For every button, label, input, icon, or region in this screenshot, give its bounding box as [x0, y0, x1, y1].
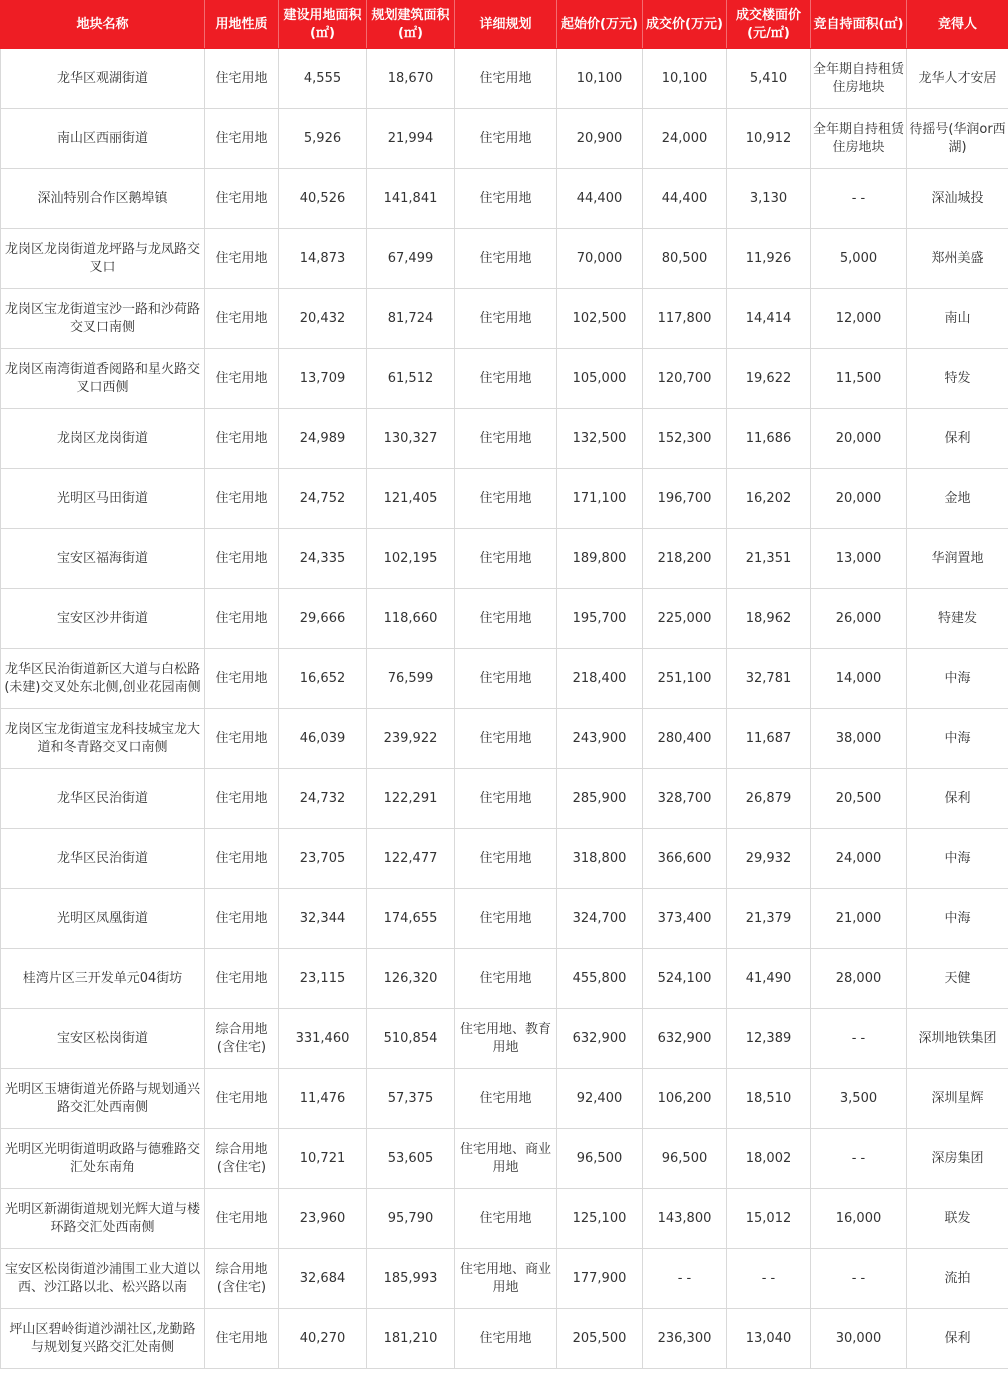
cell-land-use: 住宅用地 — [205, 169, 279, 229]
table-row — [1, 1069, 1008, 1129]
header-plot-name: 地块名称 — [1, 1, 205, 49]
cell-site-area: 24,335 — [279, 529, 367, 589]
cell-starting-price: 205,500 — [557, 1309, 643, 1369]
cell-self-held-area: 12,000 — [811, 289, 907, 349]
cell-winner: 龙华人才安居 — [907, 49, 1008, 109]
table-row — [1, 1309, 1008, 1369]
cell-plot-name: 龙华区观湖街道 — [1, 49, 205, 109]
table-row — [1, 1189, 1008, 1249]
cell-floor-price: 11,687 — [727, 709, 811, 769]
header-starting-price: 起始价(万元) — [557, 1, 643, 49]
cell-floor-price: 26,879 — [727, 769, 811, 829]
cell-site-area: 32,684 — [279, 1249, 367, 1309]
cell-starting-price: 44,400 — [557, 169, 643, 229]
cell-floor-price: 21,351 — [727, 529, 811, 589]
cell-floor-area: 57,375 — [367, 1069, 455, 1129]
table-row — [1, 709, 1008, 769]
cell-detailed-plan: 住宅用地 — [455, 289, 557, 349]
cell-land-use: 住宅用地 — [205, 1189, 279, 1249]
cell-transaction-price: 24,000 — [643, 109, 727, 169]
cell-transaction-price: 251,100 — [643, 649, 727, 709]
table-body — [1, 49, 1008, 1369]
cell-transaction-price: 152,300 — [643, 409, 727, 469]
cell-detailed-plan: 住宅用地 — [455, 109, 557, 169]
cell-floor-area: 181,210 — [367, 1309, 455, 1369]
cell-land-use: 住宅用地 — [205, 409, 279, 469]
cell-starting-price: 189,800 — [557, 529, 643, 589]
cell-floor-area: 122,291 — [367, 769, 455, 829]
cell-detailed-plan: 住宅用地 — [455, 1309, 557, 1369]
cell-floor-price: 3,130 — [727, 169, 811, 229]
cell-land-use: 综合用地(含住宅) — [205, 1249, 279, 1309]
cell-land-use: 住宅用地 — [205, 529, 279, 589]
header-floor-price: 成交楼面价(元/㎡) — [727, 1, 811, 49]
cell-transaction-price: 143,800 — [643, 1189, 727, 1249]
cell-floor-area: 118,660 — [367, 589, 455, 649]
cell-self-held-area: - - — [811, 1249, 907, 1309]
cell-detailed-plan: 住宅用地 — [455, 349, 557, 409]
cell-starting-price: 70,000 — [557, 229, 643, 289]
cell-transaction-price: 106,200 — [643, 1069, 727, 1129]
cell-floor-price: 19,622 — [727, 349, 811, 409]
cell-starting-price: 324,700 — [557, 889, 643, 949]
cell-starting-price: 195,700 — [557, 589, 643, 649]
cell-land-use: 住宅用地 — [205, 49, 279, 109]
cell-plot-name: 宝安区沙井街道 — [1, 589, 205, 649]
cell-winner: 待摇号(华润or西湖) — [907, 109, 1008, 169]
cell-starting-price: 171,100 — [557, 469, 643, 529]
cell-detailed-plan: 住宅用地 — [455, 709, 557, 769]
cell-detailed-plan: 住宅用地 — [455, 409, 557, 469]
cell-plot-name: 龙华区民治街道 — [1, 829, 205, 889]
cell-winner: 特发 — [907, 349, 1008, 409]
cell-starting-price: 243,900 — [557, 709, 643, 769]
cell-site-area: 24,732 — [279, 769, 367, 829]
cell-land-use: 住宅用地 — [205, 1069, 279, 1129]
cell-starting-price: 125,100 — [557, 1189, 643, 1249]
cell-plot-name: 龙华区民治街道新区大道与白松路(未建)交叉处东北侧,创业花园南侧 — [1, 649, 205, 709]
cell-detailed-plan: 住宅用地 — [455, 589, 557, 649]
cell-floor-price: 11,686 — [727, 409, 811, 469]
cell-transaction-price: 120,700 — [643, 349, 727, 409]
table-row — [1, 949, 1008, 1009]
cell-self-held-area: 3,500 — [811, 1069, 907, 1129]
cell-land-use: 住宅用地 — [205, 469, 279, 529]
cell-floor-area: 239,922 — [367, 709, 455, 769]
cell-floor-price: 16,202 — [727, 469, 811, 529]
cell-land-use: 住宅用地 — [205, 229, 279, 289]
cell-winner: 中海 — [907, 889, 1008, 949]
cell-plot-name: 光明区凤凰街道 — [1, 889, 205, 949]
cell-transaction-price: 10,100 — [643, 49, 727, 109]
cell-land-use: 住宅用地 — [205, 589, 279, 649]
cell-detailed-plan: 住宅用地 — [455, 229, 557, 289]
cell-self-held-area: 11,500 — [811, 349, 907, 409]
cell-starting-price: 218,400 — [557, 649, 643, 709]
header-floor-area: 规划建筑面积(㎡) — [367, 1, 455, 49]
cell-self-held-area: 20,000 — [811, 409, 907, 469]
cell-site-area: 29,666 — [279, 589, 367, 649]
cell-land-use: 住宅用地 — [205, 349, 279, 409]
cell-plot-name: 龙华区民治街道 — [1, 769, 205, 829]
cell-floor-price: 18,002 — [727, 1129, 811, 1189]
cell-floor-area: 121,405 — [367, 469, 455, 529]
cell-plot-name: 宝安区松岗街道 — [1, 1009, 205, 1069]
cell-floor-area: 130,327 — [367, 409, 455, 469]
table-row — [1, 409, 1008, 469]
cell-land-use: 住宅用地 — [205, 1309, 279, 1369]
cell-detailed-plan: 住宅用地、教育用地 — [455, 1009, 557, 1069]
cell-plot-name: 光明区玉塘街道光侨路与规划通兴路交汇处西南侧 — [1, 1069, 205, 1129]
cell-land-use: 综合用地(含住宅) — [205, 1129, 279, 1189]
cell-site-area: 4,555 — [279, 49, 367, 109]
cell-winner: 天健 — [907, 949, 1008, 1009]
cell-floor-area: 95,790 — [367, 1189, 455, 1249]
cell-floor-area: 53,605 — [367, 1129, 455, 1189]
cell-plot-name: 坪山区碧岭街道沙湖社区,龙勤路与规划复兴路交汇处南侧 — [1, 1309, 205, 1369]
cell-transaction-price: 225,000 — [643, 589, 727, 649]
cell-detailed-plan: 住宅用地 — [455, 889, 557, 949]
cell-starting-price: 102,500 — [557, 289, 643, 349]
cell-floor-price: 11,926 — [727, 229, 811, 289]
cell-winner: 深圳地铁集团 — [907, 1009, 1008, 1069]
cell-floor-area: 21,994 — [367, 109, 455, 169]
cell-site-area: 40,270 — [279, 1309, 367, 1369]
cell-land-use: 住宅用地 — [205, 109, 279, 169]
cell-transaction-price: 328,700 — [643, 769, 727, 829]
cell-transaction-price: 280,400 — [643, 709, 727, 769]
cell-starting-price: 177,900 — [557, 1249, 643, 1309]
cell-self-held-area: 24,000 — [811, 829, 907, 889]
cell-detailed-plan: 住宅用地 — [455, 949, 557, 1009]
cell-land-use: 综合用地(含住宅) — [205, 1009, 279, 1069]
cell-floor-area: 18,670 — [367, 49, 455, 109]
cell-site-area: 24,752 — [279, 469, 367, 529]
cell-starting-price: 10,100 — [557, 49, 643, 109]
cell-site-area: 20,432 — [279, 289, 367, 349]
cell-winner: 特建发 — [907, 589, 1008, 649]
header-transaction-price: 成交价(万元) — [643, 1, 727, 49]
cell-transaction-price: 44,400 — [643, 169, 727, 229]
cell-floor-area: 174,655 — [367, 889, 455, 949]
cell-transaction-price: 632,900 — [643, 1009, 727, 1069]
cell-winner: 深汕城投 — [907, 169, 1008, 229]
cell-winner: 中海 — [907, 709, 1008, 769]
cell-transaction-price: 236,300 — [643, 1309, 727, 1369]
cell-floor-price: 15,012 — [727, 1189, 811, 1249]
cell-winner: 保利 — [907, 1309, 1008, 1369]
cell-detailed-plan: 住宅用地、商业用地 — [455, 1129, 557, 1189]
cell-winner: 保利 — [907, 769, 1008, 829]
cell-plot-name: 宝安区松岗街道沙浦围工业大道以西、沙江路以北、松兴路以南 — [1, 1249, 205, 1309]
cell-land-use: 住宅用地 — [205, 649, 279, 709]
cell-self-held-area: 20,500 — [811, 769, 907, 829]
table-row — [1, 109, 1008, 169]
cell-floor-area: 185,993 — [367, 1249, 455, 1309]
cell-floor-area: 122,477 — [367, 829, 455, 889]
cell-floor-area: 141,841 — [367, 169, 455, 229]
cell-floor-price: 5,410 — [727, 49, 811, 109]
cell-site-area: 16,652 — [279, 649, 367, 709]
header-self-held-area: 竞自持面积(㎡) — [811, 1, 907, 49]
cell-site-area: 13,709 — [279, 349, 367, 409]
table-row — [1, 229, 1008, 289]
cell-self-held-area: - - — [811, 1009, 907, 1069]
cell-floor-price: 12,389 — [727, 1009, 811, 1069]
cell-plot-name: 深汕特别合作区鹅埠镇 — [1, 169, 205, 229]
cell-starting-price: 105,000 — [557, 349, 643, 409]
cell-transaction-price: 80,500 — [643, 229, 727, 289]
cell-detailed-plan: 住宅用地 — [455, 529, 557, 589]
header-winner: 竞得人 — [907, 1, 1008, 49]
cell-floor-area: 510,854 — [367, 1009, 455, 1069]
cell-transaction-price: 366,600 — [643, 829, 727, 889]
cell-floor-price: 10,912 — [727, 109, 811, 169]
cell-detailed-plan: 住宅用地 — [455, 1189, 557, 1249]
table-row — [1, 469, 1008, 529]
cell-self-held-area: 28,000 — [811, 949, 907, 1009]
cell-transaction-price: 96,500 — [643, 1129, 727, 1189]
cell-floor-price: 13,040 — [727, 1309, 811, 1369]
table-row — [1, 1009, 1008, 1069]
table-row — [1, 289, 1008, 349]
cell-detailed-plan: 住宅用地、商业用地 — [455, 1249, 557, 1309]
cell-winner: 流拍 — [907, 1249, 1008, 1309]
cell-starting-price: 455,800 — [557, 949, 643, 1009]
cell-winner: 联发 — [907, 1189, 1008, 1249]
cell-transaction-price: 196,700 — [643, 469, 727, 529]
cell-floor-area: 81,724 — [367, 289, 455, 349]
cell-detailed-plan: 住宅用地 — [455, 469, 557, 529]
table-header-row — [1, 1, 1008, 49]
table-row — [1, 589, 1008, 649]
cell-plot-name: 龙岗区宝龙街道宝沙一路和沙荷路交叉口南侧 — [1, 289, 205, 349]
cell-plot-name: 龙岗区南湾街道香阅路和星火路交叉口西侧 — [1, 349, 205, 409]
table-row — [1, 889, 1008, 949]
cell-floor-price: 18,962 — [727, 589, 811, 649]
cell-winner: 金地 — [907, 469, 1008, 529]
cell-self-held-area: 20,000 — [811, 469, 907, 529]
cell-plot-name: 光明区光明街道明政路与德雅路交汇处东南角 — [1, 1129, 205, 1189]
cell-self-held-area: 全年期自持租赁住房地块 — [811, 109, 907, 169]
table-row — [1, 1249, 1008, 1309]
cell-floor-price: 21,379 — [727, 889, 811, 949]
cell-site-area: 46,039 — [279, 709, 367, 769]
cell-transaction-price: - - — [643, 1249, 727, 1309]
cell-self-held-area: - - — [811, 1129, 907, 1189]
table-row — [1, 829, 1008, 889]
cell-site-area: 14,873 — [279, 229, 367, 289]
cell-floor-price: 41,490 — [727, 949, 811, 1009]
cell-floor-price: 29,932 — [727, 829, 811, 889]
cell-self-held-area: 13,000 — [811, 529, 907, 589]
cell-transaction-price: 117,800 — [643, 289, 727, 349]
cell-plot-name: 龙岗区宝龙街道宝龙科技城宝龙大道和冬青路交叉口南侧 — [1, 709, 205, 769]
cell-plot-name: 南山区西丽街道 — [1, 109, 205, 169]
table-row — [1, 349, 1008, 409]
cell-detailed-plan: 住宅用地 — [455, 769, 557, 829]
cell-site-area: 24,989 — [279, 409, 367, 469]
cell-site-area: 5,926 — [279, 109, 367, 169]
cell-starting-price: 632,900 — [557, 1009, 643, 1069]
cell-starting-price: 20,900 — [557, 109, 643, 169]
cell-site-area: 32,344 — [279, 889, 367, 949]
cell-land-use: 住宅用地 — [205, 709, 279, 769]
cell-detailed-plan: 住宅用地 — [455, 649, 557, 709]
cell-winner: 华润置地 — [907, 529, 1008, 589]
header-land-use: 用地性质 — [205, 1, 279, 49]
cell-floor-price: 32,781 — [727, 649, 811, 709]
cell-floor-area: 67,499 — [367, 229, 455, 289]
cell-site-area: 23,705 — [279, 829, 367, 889]
cell-site-area: 331,460 — [279, 1009, 367, 1069]
table-row — [1, 529, 1008, 589]
cell-self-held-area: 16,000 — [811, 1189, 907, 1249]
cell-winner: 中海 — [907, 649, 1008, 709]
cell-self-held-area: 14,000 — [811, 649, 907, 709]
cell-site-area: 40,526 — [279, 169, 367, 229]
cell-land-use: 住宅用地 — [205, 289, 279, 349]
table-row — [1, 49, 1008, 109]
cell-floor-price: 14,414 — [727, 289, 811, 349]
cell-transaction-price: 218,200 — [643, 529, 727, 589]
cell-detailed-plan: 住宅用地 — [455, 49, 557, 109]
cell-self-held-area: 21,000 — [811, 889, 907, 949]
cell-winner: 南山 — [907, 289, 1008, 349]
cell-plot-name: 光明区新湖街道规划光辉大道与楼环路交汇处西南侧 — [1, 1189, 205, 1249]
cell-starting-price: 132,500 — [557, 409, 643, 469]
cell-floor-area: 126,320 — [367, 949, 455, 1009]
cell-transaction-price: 524,100 — [643, 949, 727, 1009]
cell-starting-price: 285,900 — [557, 769, 643, 829]
cell-self-held-area: 30,000 — [811, 1309, 907, 1369]
cell-starting-price: 96,500 — [557, 1129, 643, 1189]
cell-floor-area: 102,195 — [367, 529, 455, 589]
cell-self-held-area: 26,000 — [811, 589, 907, 649]
cell-self-held-area: - - — [811, 169, 907, 229]
cell-site-area: 11,476 — [279, 1069, 367, 1129]
header-detailed-plan: 详细规划 — [455, 1, 557, 49]
cell-land-use: 住宅用地 — [205, 769, 279, 829]
cell-detailed-plan: 住宅用地 — [455, 169, 557, 229]
cell-transaction-price: 373,400 — [643, 889, 727, 949]
cell-starting-price: 318,800 — [557, 829, 643, 889]
table-row — [1, 649, 1008, 709]
cell-site-area: 23,960 — [279, 1189, 367, 1249]
cell-winner: 深圳星辉 — [907, 1069, 1008, 1129]
cell-winner: 保利 — [907, 409, 1008, 469]
cell-site-area: 10,721 — [279, 1129, 367, 1189]
cell-plot-name: 宝安区福海街道 — [1, 529, 205, 589]
cell-floor-area: 76,599 — [367, 649, 455, 709]
cell-floor-area: 61,512 — [367, 349, 455, 409]
table-row — [1, 1129, 1008, 1189]
cell-land-use: 住宅用地 — [205, 889, 279, 949]
cell-starting-price: 92,400 — [557, 1069, 643, 1129]
cell-floor-price: - - — [727, 1249, 811, 1309]
cell-winner: 郑州美盛 — [907, 229, 1008, 289]
cell-detailed-plan: 住宅用地 — [455, 1069, 557, 1129]
cell-floor-price: 18,510 — [727, 1069, 811, 1129]
header-site-area: 建设用地面积(㎡) — [279, 1, 367, 49]
cell-land-use: 住宅用地 — [205, 949, 279, 1009]
cell-plot-name: 桂湾片区三开发单元04街坊 — [1, 949, 205, 1009]
table-row — [1, 769, 1008, 829]
cell-detailed-plan: 住宅用地 — [455, 829, 557, 889]
cell-plot-name: 龙岗区龙岗街道 — [1, 409, 205, 469]
cell-self-held-area: 5,000 — [811, 229, 907, 289]
cell-self-held-area: 全年期自持租赁住房地块 — [811, 49, 907, 109]
cell-site-area: 23,115 — [279, 949, 367, 1009]
cell-self-held-area: 38,000 — [811, 709, 907, 769]
table-row — [1, 169, 1008, 229]
cell-land-use: 住宅用地 — [205, 829, 279, 889]
cell-plot-name: 光明区马田街道 — [1, 469, 205, 529]
cell-winner: 深房集团 — [907, 1129, 1008, 1189]
cell-winner: 中海 — [907, 829, 1008, 889]
cell-plot-name: 龙岗区龙岗街道龙坪路与龙凤路交叉口 — [1, 229, 205, 289]
